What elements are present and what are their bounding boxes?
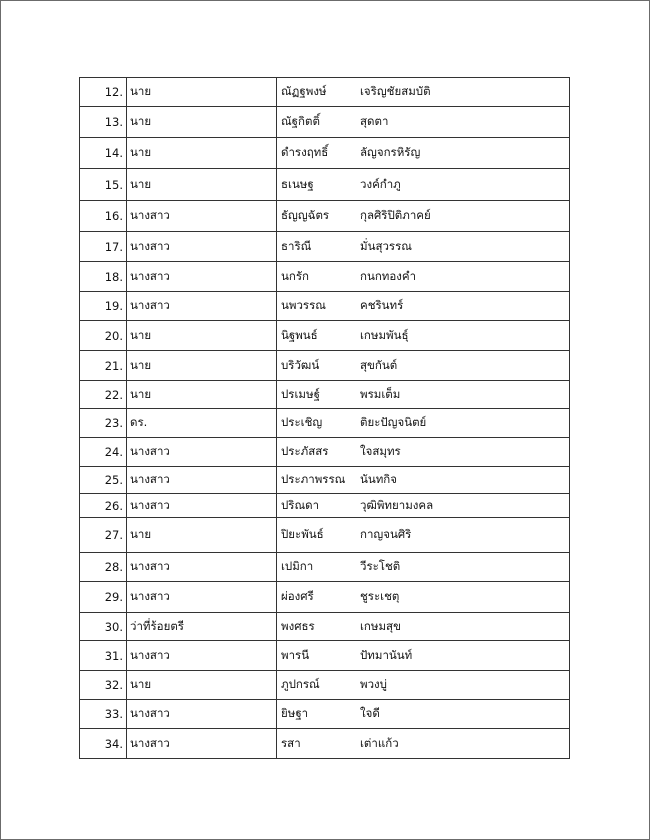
first-name: ณัฏฐพงษ์ [281, 84, 327, 98]
last-name: คชรินทร์ [360, 298, 404, 312]
row-number: 31. [80, 641, 127, 671]
first-name: ประเชิญ [281, 415, 323, 429]
first-name: นพวรรณ [281, 298, 326, 312]
last-name: กุลศิริปิติภาคย์ [360, 208, 431, 222]
name-title: นางสาว [127, 232, 277, 262]
last-name: กนกทองคำ [360, 268, 417, 283]
row-number: 12. [80, 78, 127, 107]
full-name-cell [277, 351, 570, 381]
first-name: ปิยะพันธ์ [281, 527, 324, 541]
last-name: กาญจนศิริ [360, 527, 412, 541]
name-title: นาย [127, 107, 277, 138]
first-name: ธัญญฉัตร [281, 208, 330, 222]
row-number: 19. [80, 292, 127, 321]
name-title: นาย [127, 321, 277, 351]
table-row [80, 641, 570, 671]
full-name-cell [277, 169, 570, 201]
table-row [80, 467, 570, 494]
first-name: พงศธร [281, 618, 315, 633]
first-name: ประภาพรรณ [281, 472, 346, 486]
name-title: นาย [127, 671, 277, 700]
last-name: พรมเต็ม [360, 386, 401, 401]
table-row [80, 321, 570, 351]
full-name-cell [277, 700, 570, 729]
last-name: ใจสมุทร [360, 444, 401, 458]
name-title: นางสาว [127, 262, 277, 292]
table-row [80, 729, 570, 759]
name-title: นางสาว [127, 641, 277, 671]
name-title: นางสาว [127, 201, 277, 232]
name-title: นางสาว [127, 553, 277, 582]
last-name: ลัญจกรหิรัญ [360, 145, 421, 159]
name-title: นางสาว [127, 582, 277, 613]
full-name-cell [277, 321, 570, 351]
first-name: ดำรงฤทธิ์ [281, 145, 329, 159]
row-number: 25. [80, 467, 127, 494]
last-name: ปัทมานันท์ [360, 647, 413, 662]
first-name: ธาริณี [281, 238, 312, 253]
name-title: นาย [127, 351, 277, 381]
table-row [80, 494, 570, 518]
table-row [80, 671, 570, 700]
table-row [80, 232, 570, 262]
row-number: 29. [80, 582, 127, 613]
row-number: 24. [80, 438, 127, 467]
table-row [80, 582, 570, 613]
first-name: รสา [281, 735, 301, 750]
row-number: 30. [80, 613, 127, 641]
name-title: นาย [127, 518, 277, 553]
full-name-cell [277, 613, 570, 641]
full-name-cell [277, 438, 570, 467]
table-row [80, 169, 570, 201]
row-number: 13. [80, 107, 127, 138]
row-number: 34. [80, 729, 127, 759]
last-name: เกษมพันธุ์ [360, 327, 409, 342]
row-number: 28. [80, 553, 127, 582]
last-name: มั่นสุวรรณ [360, 238, 412, 253]
name-title: นางสาว [127, 729, 277, 759]
first-name: ปริณดา [281, 497, 320, 512]
full-name-cell [277, 518, 570, 553]
full-name-cell [277, 467, 570, 494]
first-name: ประภัสสร [281, 444, 329, 458]
table-row [80, 138, 570, 169]
name-title: นางสาว [127, 494, 277, 518]
full-name-cell [277, 107, 570, 138]
first-name: ยิษฐา [281, 706, 309, 720]
first-name: นิฐพนธ์ [281, 327, 318, 342]
full-name-cell [277, 641, 570, 671]
last-name: ติยะปัญจนิตย์ [360, 415, 427, 429]
full-name-cell [277, 381, 570, 409]
last-name: เจริญชัยสมบัติ [360, 84, 431, 98]
row-number: 27. [80, 518, 127, 553]
full-name-cell [277, 494, 570, 518]
name-title: ดร. [127, 409, 277, 438]
last-name: เต่าแก้ว [360, 735, 399, 750]
full-name-cell [277, 232, 570, 262]
full-name-cell [277, 138, 570, 169]
name-roster-table [79, 77, 570, 759]
table-row [80, 107, 570, 138]
full-name-cell [277, 409, 570, 438]
name-title: นางสาว [127, 467, 277, 494]
name-title: นาย [127, 169, 277, 201]
last-name: สุดตา [360, 114, 389, 128]
name-title: นาย [127, 381, 277, 409]
table-row [80, 201, 570, 232]
table-row [80, 613, 570, 641]
full-name-cell [277, 671, 570, 700]
name-title: นาย [127, 78, 277, 107]
name-title: นางสาว [127, 292, 277, 321]
table-row [80, 292, 570, 321]
table-row [80, 438, 570, 467]
name-title: นาย [127, 138, 277, 169]
first-name: นกรัก [281, 268, 309, 283]
row-number: 26. [80, 494, 127, 518]
full-name-cell [277, 292, 570, 321]
table-row [80, 409, 570, 438]
first-name: พารนี [281, 647, 310, 662]
first-name: เปมิกา [281, 559, 314, 573]
row-number: 16. [80, 201, 127, 232]
row-number: 18. [80, 262, 127, 292]
first-name: ปรเมษฐ์ [281, 386, 320, 401]
last-name: เกษมสุข [360, 618, 401, 633]
table-row [80, 262, 570, 292]
name-title: ว่าที่ร้อยตรี [127, 613, 277, 641]
last-name: พวงบู่ [360, 677, 387, 691]
table-row [80, 381, 570, 409]
last-name: สุขกันต์ [360, 357, 398, 372]
row-number: 15. [80, 169, 127, 201]
last-name: ใจดี [360, 706, 380, 720]
row-number: 20. [80, 321, 127, 351]
name-title: นางสาว [127, 700, 277, 729]
row-number: 14. [80, 138, 127, 169]
first-name: ณัฐกิตติ์ [281, 114, 320, 128]
full-name-cell [277, 262, 570, 292]
first-name: ภูปกรณ์ [281, 677, 320, 691]
row-number: 22. [80, 381, 127, 409]
full-name-cell [277, 729, 570, 759]
last-name: นันทกิจ [360, 472, 398, 486]
last-name: ชูระเชตุ [360, 589, 400, 603]
name-title: นางสาว [127, 438, 277, 467]
table-row [80, 78, 570, 107]
row-number: 32. [80, 671, 127, 700]
table-row [80, 518, 570, 553]
full-name-cell [277, 78, 570, 107]
last-name: วีระโชติ [360, 559, 401, 573]
first-name: ผ่องศรี [281, 589, 314, 603]
table-row [80, 553, 570, 582]
row-number: 21. [80, 351, 127, 381]
full-name-cell [277, 553, 570, 582]
row-number: 23. [80, 409, 127, 438]
last-name: วงค์กำภู [360, 176, 401, 191]
table-row [80, 700, 570, 729]
roster-body [80, 78, 570, 759]
full-name-cell [277, 582, 570, 613]
first-name: บริวัฒน์ [281, 357, 320, 372]
row-number: 33. [80, 700, 127, 729]
last-name: วุฒิพิทยามงคล [360, 497, 434, 512]
full-name-cell [277, 201, 570, 232]
first-name: ธเนษฐ [281, 176, 314, 191]
row-number: 17. [80, 232, 127, 262]
table-row [80, 351, 570, 381]
